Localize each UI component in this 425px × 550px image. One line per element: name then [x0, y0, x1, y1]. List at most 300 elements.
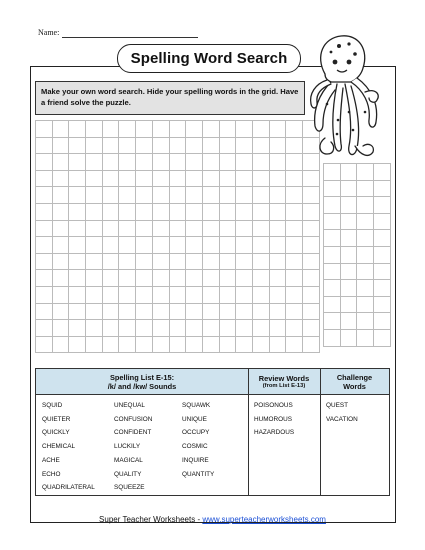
grid-cell: [203, 187, 220, 204]
grid-cell: [119, 304, 136, 321]
grid-cell: [270, 171, 287, 188]
grid-cell: [36, 138, 53, 155]
review-words-column: [254, 399, 294, 440]
grid-cell: [103, 254, 120, 271]
grid-cell: [119, 337, 136, 354]
grid-cell: [303, 287, 320, 304]
grid-cell: [270, 121, 287, 138]
grid-cell: [236, 154, 253, 171]
name-label: Name:: [38, 28, 60, 37]
grid-cell: [203, 221, 220, 238]
grid-cell: [136, 204, 153, 221]
grid-cell: [86, 154, 103, 171]
grid-cell: [119, 254, 136, 271]
list-item: QUALITY: [114, 470, 142, 478]
grid-cell: [119, 320, 136, 337]
grid-cell: [153, 187, 170, 204]
grid-cell: [203, 204, 220, 221]
grid-cell: [286, 270, 303, 287]
grid-cell: [324, 280, 341, 297]
grid-cell: [374, 230, 391, 247]
grid-cell: [324, 164, 341, 181]
word-search-grid-extension: [323, 163, 391, 347]
grid-cell: [324, 313, 341, 330]
grid-cell: [103, 337, 120, 354]
grid-cell: [186, 221, 203, 238]
grid-cell: [236, 171, 253, 188]
grid-cell: [341, 264, 358, 281]
grid-cell: [220, 320, 237, 337]
grid-cell: [153, 121, 170, 138]
grid-cell: [153, 337, 170, 354]
worksheet-title: Spelling Word Search: [117, 44, 301, 73]
grid-cell: [153, 221, 170, 238]
grid-cell: [36, 121, 53, 138]
grid-cell: [286, 187, 303, 204]
grid-cell: [324, 181, 341, 198]
list-item: QUADRILATERAL: [42, 484, 95, 492]
grid-cell: [136, 270, 153, 287]
grid-cell: [53, 320, 70, 337]
footer-link[interactable]: www.superteacherworksheets.com: [202, 515, 326, 524]
grid-cell: [69, 320, 86, 337]
grid-cell: [186, 254, 203, 271]
grid-cell: [220, 138, 237, 155]
grid-cell: [86, 254, 103, 271]
grid-cell: [153, 204, 170, 221]
list-item: CHEMICAL: [42, 443, 76, 451]
spelling-column-1: [42, 399, 95, 495]
grid-cell: [186, 121, 203, 138]
grid-cell: [186, 320, 203, 337]
grid-cell: [270, 187, 287, 204]
grid-cell: [303, 171, 320, 188]
grid-cell: [86, 287, 103, 304]
list-item: HUMOROUS: [254, 415, 292, 423]
grid-cell: [357, 230, 374, 247]
list-item: ACHE: [42, 456, 60, 464]
grid-cell: [170, 187, 187, 204]
grid-cell: [203, 304, 220, 321]
grid-cell: [136, 171, 153, 188]
list-item: CONFUSION: [114, 415, 153, 423]
grid-cell: [119, 237, 136, 254]
review-words-title: Review Words: [258, 373, 310, 383]
grid-cell: [236, 187, 253, 204]
grid-cell: [341, 313, 358, 330]
list-item: QUICKLY: [42, 429, 70, 437]
grid-cell: [186, 154, 203, 171]
grid-cell: [186, 187, 203, 204]
grid-cell: [136, 187, 153, 204]
grid-cell: [341, 330, 358, 347]
grid-cell: [86, 221, 103, 238]
grid-cell: [86, 337, 103, 354]
grid-cell: [236, 221, 253, 238]
grid-cell: [136, 237, 153, 254]
spelling-list-header: [36, 369, 248, 395]
list-item: COSMIC: [182, 443, 208, 451]
list-item: SQUAWK: [182, 402, 211, 409]
grid-cell: [236, 138, 253, 155]
grid-cell: [69, 121, 86, 138]
grid-cell: [186, 270, 203, 287]
grid-cell: [236, 121, 253, 138]
grid-cell: [53, 138, 70, 155]
grid-cell: [374, 247, 391, 264]
grid-cell: [86, 187, 103, 204]
grid-cell: [374, 164, 391, 181]
grid-cell: [170, 237, 187, 254]
grid-cell: [220, 171, 237, 188]
grid-cell: [136, 287, 153, 304]
grid-cell: [170, 154, 187, 171]
grid-cell: [286, 337, 303, 354]
grid-cell: [186, 304, 203, 321]
grid-cell: [186, 138, 203, 155]
grid-cell: [324, 247, 341, 264]
grid-cell: [253, 138, 270, 155]
grid-cell: [220, 187, 237, 204]
grid-cell: [270, 254, 287, 271]
grid-cell: [69, 304, 86, 321]
grid-cell: [86, 138, 103, 155]
grid-cell: [303, 304, 320, 321]
grid-cell: [53, 337, 70, 354]
grid-cell: [253, 287, 270, 304]
grid-cell: [203, 320, 220, 337]
grid-cell: [286, 254, 303, 271]
grid-cell: [170, 287, 187, 304]
grid-cell: [253, 171, 270, 188]
grid-cell: [36, 187, 53, 204]
grid-cell: [286, 221, 303, 238]
grid-cell: [103, 270, 120, 287]
grid-cell: [286, 138, 303, 155]
grid-cell: [170, 254, 187, 271]
grid-cell: [303, 337, 320, 354]
list-item: OCCUPY: [182, 429, 210, 437]
grid-cell: [153, 270, 170, 287]
grid-cell: [374, 280, 391, 297]
grid-cell: [253, 254, 270, 271]
grid-cell: [324, 214, 341, 231]
grid-cell: [324, 197, 341, 214]
grid-cell: [36, 237, 53, 254]
grid-cell: [153, 171, 170, 188]
grid-cell: [303, 270, 320, 287]
grid-cell: [69, 287, 86, 304]
grid-cell: [136, 320, 153, 337]
grid-cell: [286, 171, 303, 188]
grid-cell: [220, 121, 237, 138]
grid-cell: [357, 297, 374, 314]
grid-cell: [374, 297, 391, 314]
grid-cell: [357, 247, 374, 264]
challenge-words-title-1: Challenge: [336, 372, 373, 382]
word-search-grid: [35, 120, 320, 353]
grid-cell: [186, 204, 203, 221]
table-divider: [248, 369, 249, 495]
grid-cell: [103, 237, 120, 254]
instructions-box: Make your own word search. Hide your spelling words in the grid. Have a friend solve the puzzle.: [35, 81, 305, 115]
word-list-table: [35, 368, 390, 496]
grid-cell: [220, 204, 237, 221]
grid-cell: [103, 287, 120, 304]
spelling-column-3: [182, 399, 214, 481]
grid-cell: [253, 187, 270, 204]
grid-cell: [69, 237, 86, 254]
grid-cell: [119, 171, 136, 188]
grid-cell: [374, 214, 391, 231]
grid-cell: [286, 204, 303, 221]
grid-cell: [357, 197, 374, 214]
grid-cell: [86, 121, 103, 138]
grid-cell: [303, 320, 320, 337]
grid-cell: [36, 337, 53, 354]
grid-cell: [136, 221, 153, 238]
grid-cell: [103, 187, 120, 204]
grid-cell: [136, 254, 153, 271]
grid-cell: [220, 304, 237, 321]
grid-cell: [341, 164, 358, 181]
grid-cell: [341, 214, 358, 231]
list-item: CONFIDENT: [114, 429, 152, 437]
grid-cell: [270, 337, 287, 354]
grid-cell: [36, 287, 53, 304]
grid-cell: [53, 187, 70, 204]
grid-cell: [136, 337, 153, 354]
grid-cell: [53, 121, 70, 138]
grid-cell: [36, 270, 53, 287]
grid-cell: [236, 254, 253, 271]
list-item: UNIQUE: [182, 415, 207, 423]
footer: [0, 515, 425, 524]
grid-cell: [170, 138, 187, 155]
grid-cell: [103, 121, 120, 138]
list-item: MAGICAL: [114, 456, 143, 464]
grid-cell: [203, 171, 220, 188]
grid-cell: [53, 237, 70, 254]
grid-cell: [186, 337, 203, 354]
grid-cell: [69, 154, 86, 171]
grid-cell: [357, 264, 374, 281]
list-item: HAZARDOUS: [254, 429, 295, 437]
grid-cell: [186, 287, 203, 304]
challenge-words-column: [326, 399, 358, 426]
grid-cell: [53, 254, 70, 271]
grid-cell: [170, 337, 187, 354]
grid-cell: [220, 287, 237, 304]
grid-cell: [236, 270, 253, 287]
grid-cell: [86, 171, 103, 188]
grid-cell: [153, 304, 170, 321]
grid-cell: [236, 237, 253, 254]
review-words-header: [248, 369, 320, 395]
name-line: [62, 37, 198, 38]
grid-cell: [270, 270, 287, 287]
grid-cell: [341, 181, 358, 198]
grid-cell: [270, 204, 287, 221]
grid-cell: [324, 230, 341, 247]
grid-cell: [341, 230, 358, 247]
grid-cell: [357, 214, 374, 231]
grid-cell: [220, 270, 237, 287]
grid-cell: [119, 204, 136, 221]
grid-cell: [253, 121, 270, 138]
grid-cell: [86, 320, 103, 337]
grid-cell: [69, 138, 86, 155]
grid-cell: [286, 320, 303, 337]
grid-cell: [324, 297, 341, 314]
grid-cell: [203, 154, 220, 171]
grid-cell: [203, 237, 220, 254]
grid-cell: [36, 154, 53, 171]
grid-cell: [170, 221, 187, 238]
grid-cell: [103, 304, 120, 321]
grid-cell: [203, 121, 220, 138]
grid-cell: [86, 304, 103, 321]
grid-cell: [203, 254, 220, 271]
grid-cell: [53, 171, 70, 188]
grid-cell: [253, 154, 270, 171]
grid-cell: [303, 237, 320, 254]
grid-cell: [357, 330, 374, 347]
grid-cell: [253, 237, 270, 254]
grid-cell: [236, 337, 253, 354]
grid-cell: [236, 304, 253, 321]
grid-cell: [153, 138, 170, 155]
grid-cell: [324, 264, 341, 281]
grid-cell: [286, 304, 303, 321]
grid-cell: [103, 221, 120, 238]
grid-cell: [286, 121, 303, 138]
grid-cell: [53, 221, 70, 238]
grid-cell: [186, 171, 203, 188]
grid-cell: [119, 138, 136, 155]
list-item: LUCKILY: [114, 443, 141, 451]
grid-cell: [220, 337, 237, 354]
grid-cell: [324, 330, 341, 347]
table-divider: [320, 369, 321, 495]
grid-cell: [36, 254, 53, 271]
list-item: QUIETER: [42, 415, 71, 423]
grid-cell: [236, 287, 253, 304]
grid-cell: [303, 204, 320, 221]
grid-cell: [119, 187, 136, 204]
grid-cell: [270, 237, 287, 254]
grid-cell: [357, 313, 374, 330]
grid-cell: [153, 287, 170, 304]
grid-cell: [374, 181, 391, 198]
grid-cell: [153, 320, 170, 337]
list-item: ECHO: [42, 470, 61, 478]
grid-cell: [303, 221, 320, 238]
grid-cell: [119, 121, 136, 138]
grid-cell: [357, 164, 374, 181]
grid-cell: [374, 330, 391, 347]
grid-cell: [86, 270, 103, 287]
grid-cell: [236, 204, 253, 221]
grid-cell: [253, 337, 270, 354]
grid-cell: [170, 320, 187, 337]
grid-cell: [220, 237, 237, 254]
grid-cell: [170, 171, 187, 188]
spelling-list-title-2: /k/ and /kw/ Sounds: [107, 381, 177, 391]
grid-cell: [53, 287, 70, 304]
grid-cell: [103, 138, 120, 155]
grid-cell: [286, 287, 303, 304]
grid-cell: [253, 304, 270, 321]
grid-cell: [69, 221, 86, 238]
grid-cell: [103, 154, 120, 171]
grid-cell: [341, 197, 358, 214]
grid-cell: [270, 154, 287, 171]
grid-cell: [303, 187, 320, 204]
grid-cell: [286, 154, 303, 171]
grid-cell: [341, 297, 358, 314]
grid-cell: [103, 320, 120, 337]
grid-cell: [136, 138, 153, 155]
grid-cell: [203, 270, 220, 287]
grid-cell: [36, 221, 53, 238]
grid-cell: [53, 154, 70, 171]
grid-cell: [203, 138, 220, 155]
grid-cell: [136, 121, 153, 138]
list-item: QUANTITY: [182, 470, 215, 478]
grid-cell: [153, 254, 170, 271]
grid-cell: [357, 280, 374, 297]
grid-cell: [170, 121, 187, 138]
squid-cartoon-icon: [305, 34, 383, 164]
grid-cell: [270, 304, 287, 321]
grid-cell: [69, 254, 86, 271]
grid-cell: [36, 320, 53, 337]
grid-cell: [53, 270, 70, 287]
grid-cell: [119, 221, 136, 238]
grid-cell: [374, 313, 391, 330]
grid-cell: [303, 254, 320, 271]
grid-cell: [69, 204, 86, 221]
spelling-list-title-1: Spelling List E-15:: [109, 372, 175, 382]
grid-cell: [69, 171, 86, 188]
grid-cell: [119, 154, 136, 171]
grid-cell: [119, 287, 136, 304]
grid-cell: [53, 204, 70, 221]
grid-cell: [270, 138, 287, 155]
grid-cell: [220, 221, 237, 238]
grid-cell: [170, 204, 187, 221]
grid-cell: [103, 171, 120, 188]
review-words-subtitle: (from List E-13): [262, 382, 306, 389]
spelling-column-2: [114, 399, 152, 495]
list-item: SQUID: [42, 402, 63, 409]
list-item: UNEQUAL: [114, 402, 145, 409]
grid-cell: [357, 181, 374, 198]
grid-cell: [69, 270, 86, 287]
grid-cell: [86, 204, 103, 221]
grid-cell: [153, 237, 170, 254]
grid-cell: [153, 154, 170, 171]
grid-cell: [236, 320, 253, 337]
list-item: INQUIRE: [182, 456, 209, 464]
footer-brand: Super Teacher Worksheets -: [99, 515, 203, 524]
list-item: QUEST: [326, 402, 349, 409]
grid-cell: [36, 171, 53, 188]
grid-cell: [136, 304, 153, 321]
grid-cell: [69, 337, 86, 354]
challenge-words-header: [320, 369, 389, 395]
